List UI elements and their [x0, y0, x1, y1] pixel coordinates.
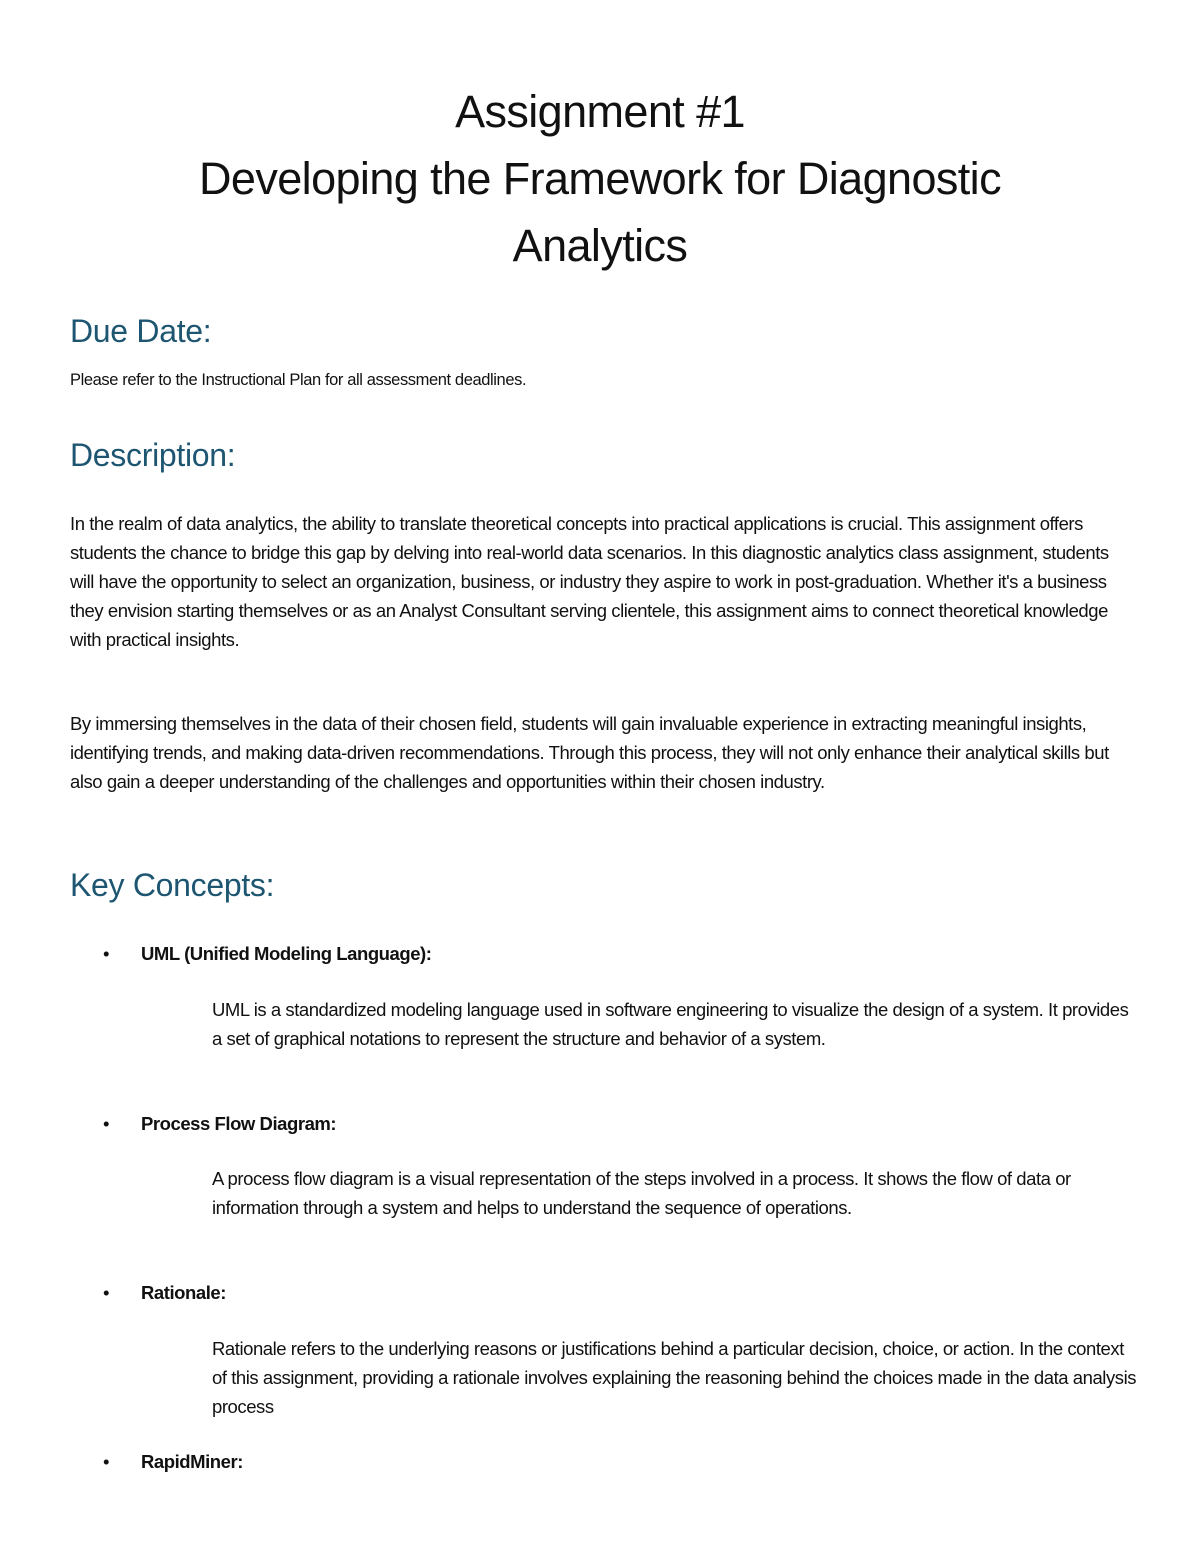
document-title [0, 78, 1200, 279]
concept-label: Process Flow Diagram: [141, 1113, 337, 1134]
bullet-icon: • [102, 1282, 110, 1303]
due-date-heading: Due Date: [70, 313, 212, 349]
bullet-icon: • [102, 1113, 110, 1134]
description-paragraph-1: In the realm of data analytics, the ability to translate theoretical concepts into practical applications is crucial. This assignment offers students the chance to bridge this gap by delving into real-world data scenarios. In this diagnostic analytics class assignment, students will have the opportunity to select an organization, business, or industry they aspire to work in post-graduation. Whether it's a business they envision starting themselves or as an Analyst Consultant serving clientele, this assignment aims to connect theoretical knowledge with practical insights. [70, 513, 1109, 650]
concept-description: UML is a standardized modeling language used in software engineering to visualize the design of a system. It provides a set of graphical notations to represent the structure and behavior of a system. [212, 999, 1129, 1049]
key-concepts-heading: Key Concepts: [70, 867, 275, 903]
due-date-text: Please refer to the Instructional Plan for all assessment deadlines. [70, 371, 527, 389]
concept-description: Rationale refers to the underlying reasons or justifications behind a particular decision, choice, or action. In the context of this assignment, providing a rationale involves explaining the reasoning behind the choices made in the data analysis process [212, 1338, 1137, 1417]
bullet-icon: • [102, 943, 110, 964]
concept-label: RapidMiner: [141, 1451, 243, 1472]
title-line-3: Analytics [512, 220, 688, 271]
concept-label: UML (Unified Modeling Language): [141, 943, 432, 964]
title-line-1: Assignment #1 [455, 86, 745, 137]
concept-label: Rationale: [141, 1282, 226, 1303]
bullet-icon: • [102, 1451, 110, 1472]
description-paragraph-2: By immersing themselves in the data of their chosen field, students will gain invaluable experience in extracting meaningful insights, identifying trends, and making data-driven recommendations. Through this process, they will not only enhance their analytical skills but also gain a deeper understanding of the challenges and opportunities within their chosen industry. [70, 713, 1109, 792]
title-line-2: Developing the Framework for Diagnostic [199, 153, 1001, 204]
concept-description: A process flow diagram is a visual representation of the steps involved in a process. It shows the flow of data or information through a system and helps to understand the sequence of operations. [212, 1168, 1071, 1218]
description-heading: Description: [70, 437, 236, 473]
